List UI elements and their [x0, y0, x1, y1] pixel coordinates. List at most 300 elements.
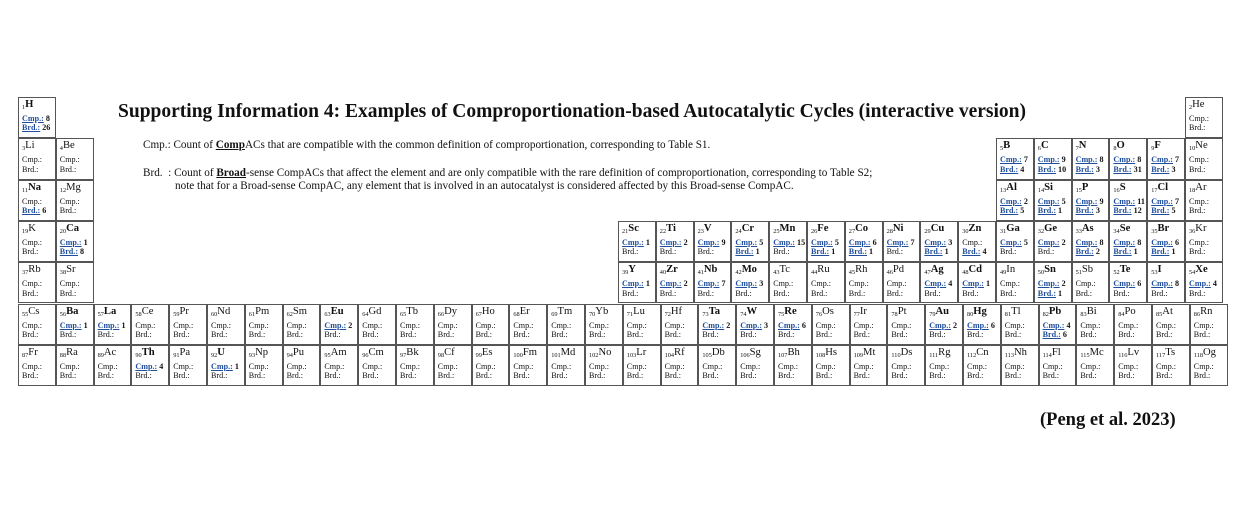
element-cell-bh [774, 345, 812, 386]
cmp-label: Cmp.: [853, 361, 874, 371]
cmp-link[interactable]: Cmp.: [622, 279, 644, 289]
brd-line [249, 371, 282, 380]
brd-label: Brd.: [173, 371, 190, 381]
element-symbol: Se [1119, 222, 1131, 234]
atomic-number: 56 [59, 310, 67, 318]
element-cell-hg[interactable] [963, 304, 1001, 345]
brd-link[interactable]: Brd.: [1113, 164, 1132, 174]
cmp-count: 7 [1175, 196, 1180, 206]
brd-link[interactable]: Brd.: [1113, 247, 1132, 257]
cmp-line [22, 155, 55, 164]
element-symbol: I [1157, 264, 1162, 276]
atomic-number: 102 [589, 351, 599, 359]
cmp-line [887, 238, 920, 247]
element-cell-mn[interactable] [769, 221, 807, 262]
element-cell-ta[interactable] [698, 304, 736, 345]
element-symbol: Os [822, 305, 834, 317]
element-cell-ru [807, 262, 845, 303]
cmp-link[interactable]: Cmp.: [1000, 155, 1022, 165]
brd-count: 1 [869, 247, 874, 257]
element-symbol: Y [628, 264, 636, 276]
cmp-label: Cmp.: [589, 320, 610, 330]
element-cell-w[interactable] [736, 304, 774, 345]
cmp-link[interactable]: Cmp.: [929, 320, 951, 330]
cmp-count: 5 [834, 237, 839, 247]
cmp-label: Cmp.: [1080, 320, 1101, 330]
atomic-number: 14 [1037, 186, 1045, 194]
brd-link[interactable]: Brd.: [1042, 329, 1061, 339]
element-cell-mo[interactable] [731, 262, 769, 303]
cmp-link[interactable]: Cmp.: [886, 237, 909, 247]
atomic-number: 108 [815, 351, 826, 359]
element-symbol: Tb [406, 305, 419, 317]
brd-line [891, 330, 924, 339]
element-cell-nh [1001, 345, 1039, 386]
brd-line [778, 371, 811, 380]
brd-line [1194, 371, 1227, 380]
element-symbol: O [1116, 140, 1125, 152]
cmp-link[interactable]: Cmp.: [1037, 155, 1060, 165]
cmp-line [1038, 197, 1071, 206]
brd-label: Brd.: [22, 371, 39, 381]
element-cell-er [509, 304, 547, 345]
element-cell-u[interactable] [207, 345, 245, 386]
element-symbol: Zr [666, 264, 678, 276]
cmp-line [98, 321, 131, 330]
atomic-number: 87 [22, 351, 29, 359]
element-cell-cu[interactable] [920, 221, 958, 262]
element-cell-o[interactable] [1109, 138, 1147, 179]
element-heading [60, 223, 93, 238]
brd-label: Brd.: [22, 329, 39, 339]
brd-line [622, 247, 655, 256]
cmp-label: Cmp.: [1004, 320, 1025, 330]
atomic-number: 48 [962, 269, 969, 277]
cmp-label: Cmp.: [962, 237, 983, 247]
element-heading [22, 264, 55, 279]
brd-label: Brd.: [135, 329, 152, 339]
brd-line [1080, 371, 1113, 380]
legend-brd [143, 167, 872, 193]
element-heading [622, 264, 655, 279]
element-cell-nd [207, 304, 245, 345]
cmp-line [135, 362, 168, 371]
cmp-label: Cmp.: [1075, 279, 1096, 289]
element-cell-rn [1190, 304, 1228, 345]
element-cell-se[interactable] [1109, 221, 1147, 262]
cmp-link[interactable]: Cmp.: [1113, 196, 1136, 206]
cmp-line [1076, 155, 1109, 164]
element-cell-co[interactable] [845, 221, 883, 262]
brd-label: Brd.: [626, 371, 644, 381]
brd-link[interactable]: Brd.: [735, 247, 754, 257]
element-cell-na[interactable] [18, 180, 56, 221]
brd-line [698, 247, 731, 256]
cmp-count: 7 [1023, 155, 1028, 165]
brd-line [811, 289, 844, 298]
legend-brd-text-1: : Count of [162, 167, 217, 179]
element-cell-cr[interactable] [731, 221, 769, 262]
element-cell-cd[interactable] [958, 262, 996, 303]
brd-line [1000, 206, 1033, 215]
brd-link[interactable]: Brd.: [1075, 247, 1094, 257]
element-cell-c[interactable] [1034, 138, 1072, 179]
cmp-line [135, 321, 168, 330]
element-symbol: Ga [1006, 222, 1020, 234]
element-cell-f[interactable] [1147, 138, 1185, 179]
cmp-line [22, 362, 55, 371]
cmp-line [1189, 197, 1222, 206]
atomic-number: 9 [1151, 145, 1155, 153]
atomic-number: 107 [778, 351, 788, 359]
cmp-line [967, 362, 1000, 371]
element-cell-ag[interactable] [920, 262, 958, 303]
cmp-link[interactable]: Cmp.: [1151, 196, 1173, 206]
brd-link[interactable]: Brd.: [22, 123, 41, 133]
cmp-link[interactable]: Cmp.: [59, 320, 82, 330]
cmp-link[interactable]: Cmp.: [324, 320, 347, 330]
element-cell-y[interactable] [618, 262, 656, 303]
element-heading [627, 306, 660, 321]
element-cell-n[interactable] [1072, 138, 1110, 179]
element-heading [660, 264, 693, 279]
element-cell-ga[interactable] [996, 221, 1034, 262]
brd-label: Brd.: [848, 288, 866, 298]
cmp-link[interactable]: Cmp.: [1075, 196, 1098, 206]
element-cell-ba[interactable] [56, 304, 94, 345]
cmp-label: Cmp.: [248, 361, 269, 371]
brd-line [1113, 289, 1146, 298]
cmp-link[interactable]: Cmp.: [622, 237, 644, 247]
cmp-link[interactable]: Cmp.: [1042, 320, 1065, 330]
cmp-link[interactable]: Cmp.: [97, 320, 120, 330]
element-cell-te[interactable] [1109, 262, 1147, 303]
cmp-line [438, 362, 471, 371]
brd-label: Brd.: [1189, 123, 1206, 133]
cmp-link[interactable]: Cmp.: [924, 279, 947, 289]
brd-link[interactable]: Brd.: [1151, 247, 1170, 257]
brd-label: Brd.: [211, 371, 228, 381]
cmp-line [1076, 238, 1109, 247]
element-heading [60, 347, 93, 362]
element-heading [698, 223, 731, 238]
element-symbol: Cs [28, 305, 40, 317]
element-heading [1151, 223, 1184, 238]
cmp-link[interactable]: Cmp.: [1000, 196, 1022, 206]
cmp-link[interactable]: Cmp.: [211, 361, 233, 371]
brd-link[interactable]: Brd.: [1000, 164, 1019, 174]
cmp-link[interactable]: Cmp.: [1189, 279, 1211, 289]
cmp-count: 3 [759, 279, 764, 289]
element-cell-sc[interactable] [618, 221, 656, 262]
element-cell-ce [131, 304, 169, 345]
element-heading [476, 306, 509, 321]
element-symbol: Bi [1086, 305, 1097, 317]
cmp-line [891, 321, 924, 330]
cmp-line [438, 321, 471, 330]
brd-count: 3 [1095, 206, 1100, 215]
cmp-label: Cmp.: [22, 237, 43, 247]
element-cell-ni[interactable] [883, 221, 921, 262]
cmp-line [1113, 279, 1146, 288]
brd-line [476, 371, 509, 380]
element-heading [211, 306, 244, 321]
brd-link[interactable]: Brd.: [1113, 206, 1132, 215]
cmp-link[interactable]: Cmp.: [778, 320, 800, 330]
brd-link[interactable]: Brd.: [1037, 288, 1057, 298]
atomic-number: 86 [1193, 310, 1201, 318]
cmp-count: 6 [801, 320, 806, 330]
element-cell-zr[interactable] [656, 262, 694, 303]
element-cell-eu[interactable] [320, 304, 358, 345]
element-symbol: W [746, 305, 758, 317]
cmp-label: Cmp.: [664, 361, 685, 371]
cmp-line [1080, 321, 1113, 330]
element-heading [849, 264, 882, 279]
element-symbol: S [1119, 181, 1126, 193]
cmp-line [1080, 362, 1113, 371]
element-cell-re[interactable] [774, 304, 812, 345]
element-symbol: Fr [28, 346, 38, 358]
cmp-link[interactable]: Cmp.: [1037, 279, 1060, 289]
element-cell-al[interactable] [996, 180, 1034, 221]
element-cell-bk [396, 345, 434, 386]
cmp-link[interactable]: Cmp.: [1000, 237, 1022, 247]
element-heading [1118, 306, 1151, 321]
element-cell-in [996, 262, 1034, 303]
cmp-line [362, 362, 395, 371]
brd-line [438, 371, 471, 380]
cmp-label: Cmp.: [1118, 361, 1139, 371]
cmp-link[interactable]: Cmp.: [59, 237, 82, 247]
element-cell-xe[interactable] [1185, 262, 1223, 303]
cmp-link[interactable]: Cmp.: [967, 320, 989, 330]
atomic-number: 7 [1075, 145, 1079, 153]
brd-link[interactable]: Brd.: [22, 206, 41, 215]
element-cell-as[interactable] [1072, 221, 1110, 262]
cmp-line [1005, 321, 1038, 330]
element-cell-lu [623, 304, 661, 345]
brd-label: Brd.: [513, 371, 530, 381]
brd-link[interactable]: Brd.: [1037, 164, 1057, 174]
cmp-link[interactable]: Cmp.: [740, 320, 762, 330]
cmp-link[interactable]: Cmp.: [924, 237, 947, 247]
element-cell-br[interactable] [1147, 221, 1185, 262]
element-cell-ac [94, 345, 132, 386]
element-cell-si[interactable] [1034, 180, 1072, 221]
brd-label: Brd.: [589, 329, 606, 339]
cmp-link[interactable]: Cmp.: [697, 279, 720, 289]
element-cell-th[interactable] [131, 345, 169, 386]
cmp-link[interactable]: Cmp.: [1075, 237, 1098, 247]
atomic-number: 57 [97, 310, 104, 318]
brd-label: Brd.: [853, 371, 871, 381]
brd-line [1043, 371, 1076, 380]
cmp-label: Cmp.: [97, 361, 118, 371]
brd-link[interactable]: Brd.: [1151, 206, 1170, 215]
cmp-link[interactable]: Cmp.: [697, 237, 720, 247]
element-cell-h[interactable] [18, 97, 56, 138]
element-heading [854, 306, 887, 321]
element-cell-s[interactable] [1109, 180, 1147, 221]
brd-count: 1 [1058, 206, 1063, 215]
element-heading [513, 347, 546, 362]
brd-link[interactable]: Brd.: [1075, 164, 1094, 174]
brd-label: Brd.: [286, 329, 304, 339]
element-cell-v[interactable] [694, 221, 732, 262]
element-heading [249, 347, 282, 362]
cmp-count: 11 [1137, 196, 1145, 206]
cmp-link[interactable]: Cmp.: [659, 279, 682, 289]
element-symbol: N [1078, 140, 1087, 152]
cmp-link[interactable]: Cmp.: [1037, 237, 1060, 247]
brd-line [60, 206, 93, 215]
element-heading [324, 347, 357, 362]
atomic-number: 109 [853, 351, 864, 359]
element-cell-i[interactable] [1147, 262, 1185, 303]
element-cell-at [1152, 304, 1190, 345]
atomic-number: 45 [848, 269, 856, 277]
cmp-link[interactable]: Cmp.: [1113, 237, 1136, 247]
element-cell-p[interactable] [1072, 180, 1110, 221]
element-cell-la[interactable] [94, 304, 132, 345]
cmp-link[interactable]: Cmp.: [1113, 155, 1136, 165]
cmp-link[interactable]: Cmp.: [848, 237, 871, 247]
brd-link[interactable]: Brd.: [811, 247, 830, 257]
element-symbol: Ra [66, 346, 78, 358]
element-symbol: P [1081, 181, 1089, 193]
element-cell-es [472, 345, 510, 386]
brd-link[interactable]: Brd.: [924, 247, 943, 257]
brd-line [740, 371, 773, 380]
element-heading [362, 347, 395, 362]
brd-link[interactable]: Brd.: [1075, 206, 1094, 215]
element-cell-fe[interactable] [807, 221, 845, 262]
brd-label: Brd.: [702, 329, 719, 339]
brd-line [1151, 247, 1184, 256]
cmp-link[interactable]: Cmp.: [22, 114, 44, 123]
cmp-link[interactable]: Cmp.: [1151, 237, 1173, 247]
element-symbol: Re [784, 305, 797, 317]
element-heading [1043, 347, 1076, 362]
element-cell-b[interactable] [996, 138, 1034, 179]
brd-line [778, 330, 811, 339]
atomic-number: 53 [1151, 269, 1158, 277]
brd-count: 4 [1020, 164, 1025, 174]
atomic-number: 67 [475, 310, 482, 318]
brd-link[interactable]: Brd.: [1151, 164, 1170, 174]
element-cell-rb [18, 262, 56, 303]
cmp-link[interactable]: Cmp.: [135, 361, 158, 371]
element-cell-cl[interactable] [1147, 180, 1185, 221]
brd-label: Brd.: [853, 329, 871, 339]
cmp-line [660, 238, 693, 247]
brd-link[interactable]: Brd.: [1037, 206, 1057, 215]
element-cell-ti[interactable] [656, 221, 694, 262]
cmp-link[interactable]: Cmp.: [659, 237, 682, 247]
element-cell-au[interactable] [925, 304, 963, 345]
brd-label: Brd.: [59, 371, 77, 381]
cmp-line [173, 321, 206, 330]
cmp-line [287, 362, 320, 371]
brd-line [849, 247, 882, 256]
brd-line [1005, 330, 1038, 339]
element-symbol: Xe [1195, 264, 1208, 276]
element-heading [1151, 182, 1184, 197]
brd-line [1118, 330, 1151, 339]
cmp-line [627, 321, 660, 330]
element-cell-ge[interactable] [1034, 221, 1072, 262]
brd-label: Brd.: [697, 288, 715, 298]
atomic-number: 78 [891, 310, 898, 318]
element-cell-ca[interactable] [56, 221, 94, 262]
brd-link[interactable]: Brd.: [1000, 206, 1019, 215]
element-cell-np [245, 345, 283, 386]
element-heading [60, 182, 93, 197]
element-symbol: Si [1044, 181, 1053, 193]
element-symbol: Kr [1195, 222, 1207, 234]
cmp-label: Cmp.: [1193, 361, 1214, 371]
element-heading [740, 347, 773, 362]
brd-link[interactable]: Brd.: [848, 247, 868, 257]
cmp-count: 9 [721, 237, 726, 247]
brd-count: 1 [1058, 288, 1063, 298]
cmp-link[interactable]: Cmp.: [1151, 279, 1173, 289]
cmp-count: 6 [990, 320, 995, 330]
element-cell-nb[interactable] [694, 262, 732, 303]
cmp-line [1189, 155, 1222, 164]
cmp-link[interactable]: Cmp.: [962, 279, 984, 289]
element-symbol: Pr [179, 305, 189, 317]
brd-line [854, 330, 887, 339]
element-heading [773, 264, 806, 279]
cmp-link[interactable]: Cmp.: [735, 237, 758, 247]
brd-label: Brd.: [1080, 329, 1097, 339]
element-cell-mc [1076, 345, 1114, 386]
cmp-label: Cmp.: [324, 361, 345, 371]
element-heading [476, 347, 509, 362]
element-cell-sn[interactable] [1034, 262, 1072, 303]
cmp-count: 2 [1061, 237, 1066, 247]
cmp-link[interactable]: Cmp.: [702, 320, 725, 330]
brd-count: 5 [1171, 206, 1176, 215]
element-symbol: Cd [968, 264, 983, 276]
element-heading [778, 306, 811, 321]
cmp-link[interactable]: Cmp.: [735, 279, 758, 289]
element-heading [60, 306, 93, 321]
cmp-link[interactable]: Cmp.: [1113, 279, 1136, 289]
element-symbol: Ne [1195, 140, 1208, 152]
brd-label: Brd.: [97, 329, 115, 339]
cmp-line [60, 155, 93, 164]
cmp-count: 9 [1099, 196, 1104, 206]
element-symbol: In [1006, 264, 1016, 276]
element-cell-zn[interactable] [958, 221, 996, 262]
brd-label: Brd.: [773, 288, 790, 298]
cmp-link[interactable]: Cmp.: [1151, 155, 1173, 165]
cmp-link[interactable]: Cmp.: [811, 237, 833, 247]
brd-link[interactable]: Brd.: [962, 247, 981, 257]
cmp-link[interactable]: Cmp.: [1037, 196, 1060, 206]
element-cell-pb[interactable] [1039, 304, 1077, 345]
cmp-link[interactable]: Cmp.: [773, 237, 795, 247]
cmp-line [324, 362, 357, 371]
legend-brd-line-2: note that for a Broad-sense CompAC, any element that is involved in an autocatalyst is considered affected by this Broad-sense CompAC. [175, 180, 794, 192]
cmp-link[interactable]: Cmp.: [1075, 155, 1098, 165]
brd-line [967, 371, 1000, 380]
atomic-number: 98 [437, 351, 445, 359]
brd-link[interactable]: Brd.: [59, 247, 79, 257]
